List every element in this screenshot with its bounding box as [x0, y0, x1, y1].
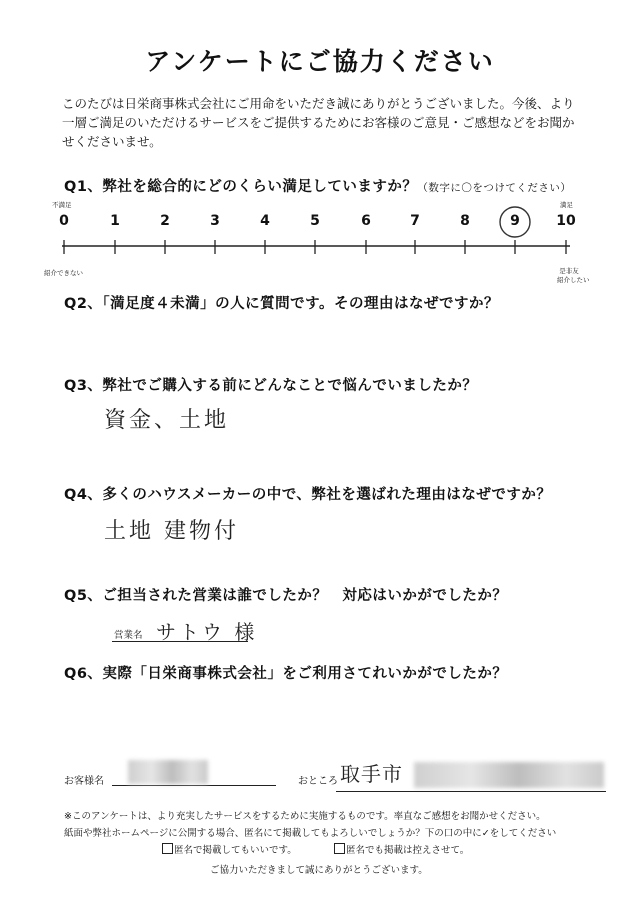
- scale-number-3[interactable]: 3: [210, 213, 220, 229]
- question-2: Q2、「満足度４未満」の人に質問です。その理由はなぜですか？: [64, 296, 500, 312]
- question-6: Q6、実際「日栄商事株式会社」をご利用さてれいかがでしたか？: [64, 666, 508, 682]
- scale-number-7[interactable]: 7: [410, 213, 420, 229]
- customer-name-line: [112, 785, 276, 786]
- scale-number-2[interactable]: 2: [160, 213, 170, 229]
- option-b-checkbox[interactable]: [334, 843, 345, 854]
- address-label: おところ: [298, 776, 338, 787]
- scale-number-10[interactable]: 10: [556, 213, 576, 229]
- scale-high-label: 満足: [560, 201, 573, 209]
- scale-number-1[interactable]: 1: [110, 213, 120, 229]
- option-a-checkbox[interactable]: [162, 843, 173, 854]
- redacted-customer-name: [128, 760, 208, 784]
- selected-score-circle: [500, 207, 530, 237]
- scale-number-4[interactable]: 4: [260, 213, 270, 229]
- scale-number-6[interactable]: 6: [361, 213, 371, 229]
- option-anonymous-decline[interactable]: [334, 842, 469, 856]
- scale-high-sub: [557, 266, 590, 284]
- scale-low-label: 不満足: [52, 201, 72, 209]
- footer-note-2: 紙面や弊社ホームページに公開する場合、匿名にて掲載してもよろしいでしょうか？下の口の中に✓をしてください: [64, 828, 557, 839]
- option-a-label: 匿名で掲載してもいいです。: [174, 845, 297, 856]
- sales-name-underline: [112, 641, 248, 642]
- question-5-answer: サトウ 様: [156, 620, 258, 644]
- question-5: Q5、ご担当された営業は誰でしたか？ 対応はいかがでしたか？: [64, 588, 508, 604]
- customer-name-label: お客様名: [64, 776, 104, 787]
- page-title: アンケートにご協力ください: [145, 47, 495, 76]
- address-line: [336, 791, 606, 792]
- scale-high-sub-2: 紹介したい: [557, 276, 590, 284]
- redacted-address: [414, 762, 604, 788]
- scale-high-sub-1: 是非友: [559, 267, 579, 275]
- scale-number-5[interactable]: 5: [310, 213, 320, 229]
- question-1-text: Q1、弊社を総合的にどのくらい満足していますか？: [64, 179, 418, 195]
- question-4: Q4、多くのハウスメーカーの中で、弊社を選ばれた理由はなぜですか？: [64, 487, 552, 503]
- option-b-label: 匿名でも掲載は控えさせて。: [346, 845, 470, 856]
- option-anonymous-ok[interactable]: [162, 842, 297, 856]
- question-4-answer: 土地 建物付: [104, 519, 239, 544]
- scale-number-8[interactable]: 8: [460, 213, 470, 229]
- thanks-text: ご協力いただきまして誠にありがとうございます。: [210, 865, 428, 876]
- question-3-answer: 資金、土地: [104, 408, 230, 433]
- intro-text: このたびは日栄商事株式会社にご用命をいただき誠にありがとうございました。今後、より一層ご満足のいただけるサービスをご提供するためにお客様のご意見・ご感想などをお聞かせくださいませ。: [62, 96, 575, 149]
- footer-note-1: ※このアンケートは、より充実したサービスをするために実施するものです。率直なご感想をお聞かせください。: [64, 811, 546, 822]
- question-1-note: （数字に〇をつけてください）: [417, 182, 572, 194]
- scale-number-0[interactable]: 0: [59, 213, 69, 229]
- sales-name-label: 営業名: [114, 630, 143, 641]
- question-3: Q3、弊社でご購入する前にどんなことで悩んでいましたか？: [64, 378, 478, 394]
- scale-number-9[interactable]: 9: [510, 213, 520, 229]
- scale-line: [0, 0, 640, 300]
- address-handwritten: 取手市: [340, 762, 403, 786]
- scale-low-sub: 紹介できない: [44, 269, 83, 277]
